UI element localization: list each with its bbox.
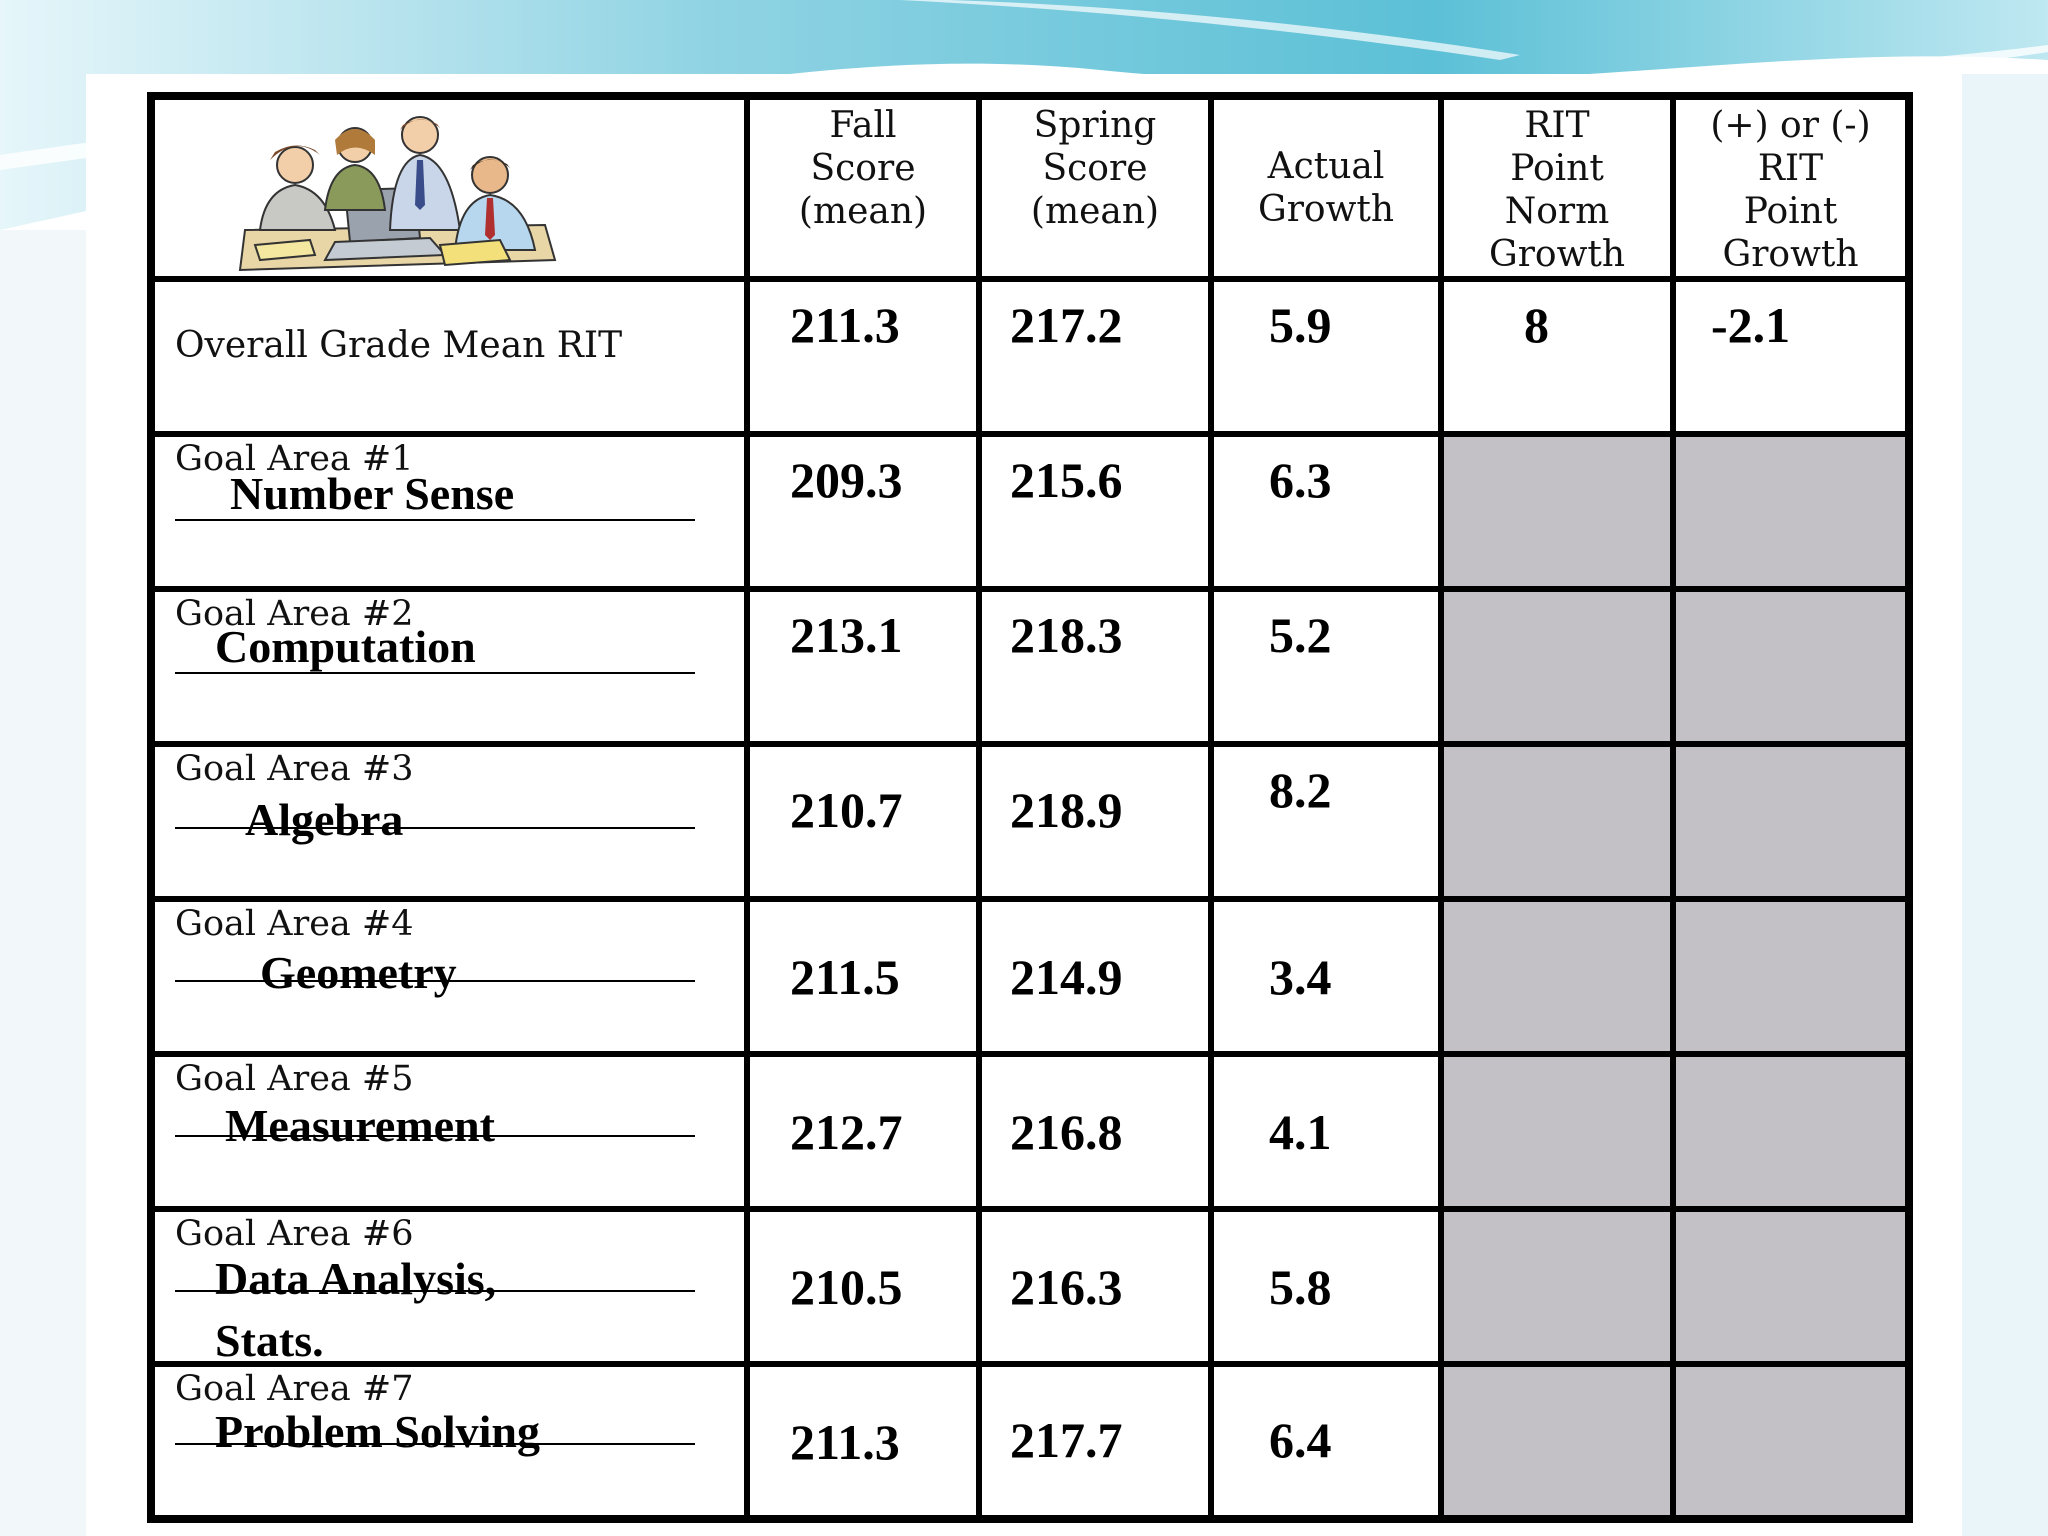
header-fall-score xyxy=(747,96,979,279)
spring-cell xyxy=(979,434,1211,589)
shaded-cell xyxy=(1441,589,1673,744)
goal-label-cell xyxy=(151,1054,747,1209)
overall-actual-cell xyxy=(1211,279,1441,434)
goal-number: Goal Area #2 xyxy=(175,594,414,634)
fall-cell xyxy=(747,589,979,744)
goal-name: Computation xyxy=(215,621,476,672)
fall-value: 209.3 xyxy=(790,452,903,508)
goal-label-cell xyxy=(151,589,747,744)
goal-number: Goal Area #7 xyxy=(175,1369,414,1409)
header-diff-line4: Growth xyxy=(1722,234,1859,275)
goal-name: Data Analysis, xyxy=(215,1253,497,1304)
table-row xyxy=(151,434,1909,589)
table-row xyxy=(151,744,1909,899)
shaded-cell xyxy=(1441,899,1673,1054)
goal-label-cell xyxy=(151,434,747,589)
actual-cell xyxy=(1211,1364,1441,1519)
header-spring-line1: Spring xyxy=(1033,105,1157,146)
overall-fall-cell xyxy=(747,279,979,434)
spring-value: 216.3 xyxy=(1010,1259,1123,1315)
shaded-cell xyxy=(1441,1364,1673,1519)
header-spring-line2: Score xyxy=(1042,148,1148,189)
fall-cell xyxy=(747,744,979,899)
shaded-cell xyxy=(1673,1054,1909,1209)
spring-cell xyxy=(979,1054,1211,1209)
spring-cell xyxy=(979,744,1211,899)
header-norm-line2: Point xyxy=(1510,148,1604,189)
goal-label-cell xyxy=(151,1364,747,1519)
overall-fall: 211.3 xyxy=(790,297,900,353)
table-row xyxy=(151,899,1909,1054)
shaded-cell xyxy=(1673,589,1909,744)
overall-spring-cell xyxy=(979,279,1211,434)
spring-cell xyxy=(979,589,1211,744)
goal-label-cell xyxy=(151,1209,747,1364)
header-clipart-cell xyxy=(151,96,747,279)
fall-cell xyxy=(747,1054,979,1209)
fall-value: 212.7 xyxy=(790,1104,903,1160)
shaded-cell xyxy=(1673,899,1909,1054)
goal-name: Number Sense xyxy=(230,468,515,519)
shaded-cell xyxy=(1441,1054,1673,1209)
goal-name: Problem Solving xyxy=(215,1406,541,1457)
header-diff-line3: Point xyxy=(1743,191,1838,232)
shaded-cell xyxy=(1673,744,1909,899)
shaded-cell xyxy=(1441,434,1673,589)
shaded-cell xyxy=(1673,1364,1909,1519)
actual-cell xyxy=(1211,899,1441,1054)
spring-cell xyxy=(979,1364,1211,1519)
header-norm-growth xyxy=(1441,96,1673,279)
header-diff-line2: RIT xyxy=(1757,148,1824,189)
goal-name: Algebra xyxy=(245,794,404,845)
actual-cell xyxy=(1211,589,1441,744)
fall-cell xyxy=(747,434,979,589)
fall-value: 213.1 xyxy=(790,607,903,663)
fall-cell xyxy=(747,1209,979,1364)
header-fall-line1: Fall xyxy=(829,105,897,146)
goal-label-cell xyxy=(151,744,747,899)
fall-cell xyxy=(747,1364,979,1519)
spring-value: 215.6 xyxy=(1010,452,1123,508)
header-norm-line1: RIT xyxy=(1524,105,1590,146)
overall-actual: 5.9 xyxy=(1269,297,1332,353)
spring-value: 218.9 xyxy=(1010,782,1123,838)
fall-value: 211.3 xyxy=(790,1414,900,1470)
spring-value: 217.7 xyxy=(1010,1412,1123,1468)
actual-cell xyxy=(1211,1209,1441,1364)
actual-value: 5.2 xyxy=(1269,607,1332,663)
spring-value: 214.9 xyxy=(1010,949,1123,1005)
table-row xyxy=(151,589,1909,744)
shaded-cell xyxy=(1673,434,1909,589)
overall-norm-cell xyxy=(1441,279,1673,434)
fall-value: 211.5 xyxy=(790,949,900,1005)
overall-norm: 8 xyxy=(1524,297,1549,353)
shaded-cell xyxy=(1673,1209,1909,1364)
actual-value: 4.1 xyxy=(1269,1104,1332,1160)
header-actual-line1: Actual xyxy=(1267,146,1385,187)
overall-spring: 217.2 xyxy=(1010,297,1123,353)
overall-diff-cell xyxy=(1673,279,1909,434)
actual-value: 8.2 xyxy=(1269,762,1332,818)
goal-name-line2: Stats. xyxy=(215,1315,324,1366)
spring-value: 218.3 xyxy=(1010,607,1123,663)
table-row-overall xyxy=(151,279,1909,434)
header-actual-growth xyxy=(1211,96,1441,279)
goal-number: Goal Area #1 xyxy=(175,439,414,479)
header-spring-score xyxy=(979,96,1211,279)
table-row xyxy=(151,1209,1909,1364)
header-diff-growth xyxy=(1673,96,1909,279)
goal-label-cell xyxy=(151,899,747,1054)
spring-value: 216.8 xyxy=(1010,1104,1123,1160)
header-spring-line3: (mean) xyxy=(1030,191,1160,232)
shaded-cell xyxy=(1441,1209,1673,1364)
actual-value: 5.8 xyxy=(1269,1259,1332,1315)
table-row xyxy=(151,1054,1909,1209)
spring-cell xyxy=(979,1209,1211,1364)
overall-diff: -2.1 xyxy=(1711,297,1791,353)
header-norm-line3: Norm xyxy=(1504,191,1610,232)
spring-cell xyxy=(979,899,1211,1054)
actual-value: 6.4 xyxy=(1269,1412,1332,1468)
actual-cell xyxy=(1211,434,1441,589)
goal-number: Goal Area #3 xyxy=(175,749,414,789)
header-actual-line2: Growth xyxy=(1257,189,1395,230)
header-row xyxy=(151,96,1909,279)
header-fall-line2: Score xyxy=(810,148,916,189)
overall-label: Overall Grade Mean RIT xyxy=(175,325,623,366)
goal-number: Goal Area #4 xyxy=(175,904,414,944)
shaded-cell xyxy=(1441,744,1673,899)
actual-cell xyxy=(1211,744,1441,899)
goal-number: Goal Area #5 xyxy=(175,1059,414,1099)
goal-name: Measurement xyxy=(225,1100,495,1151)
header-diff-line1: (+) or (-) xyxy=(1710,105,1871,146)
business-team-clipart-icon xyxy=(225,110,565,275)
header-fall-line3: (mean) xyxy=(798,191,928,232)
fall-value: 210.5 xyxy=(790,1259,903,1315)
goal-name: Geometry xyxy=(260,947,457,998)
goal-number: Goal Area #6 xyxy=(175,1214,414,1254)
actual-cell xyxy=(1211,1054,1441,1209)
actual-value: 3.4 xyxy=(1269,949,1332,1005)
header-norm-line4: Growth xyxy=(1488,234,1626,275)
table-row xyxy=(151,1364,1909,1519)
overall-label-cell xyxy=(151,279,747,434)
fall-cell xyxy=(747,899,979,1054)
fall-value: 210.7 xyxy=(790,782,903,838)
actual-value: 6.3 xyxy=(1269,452,1332,508)
rit-growth-table xyxy=(147,92,1913,1523)
